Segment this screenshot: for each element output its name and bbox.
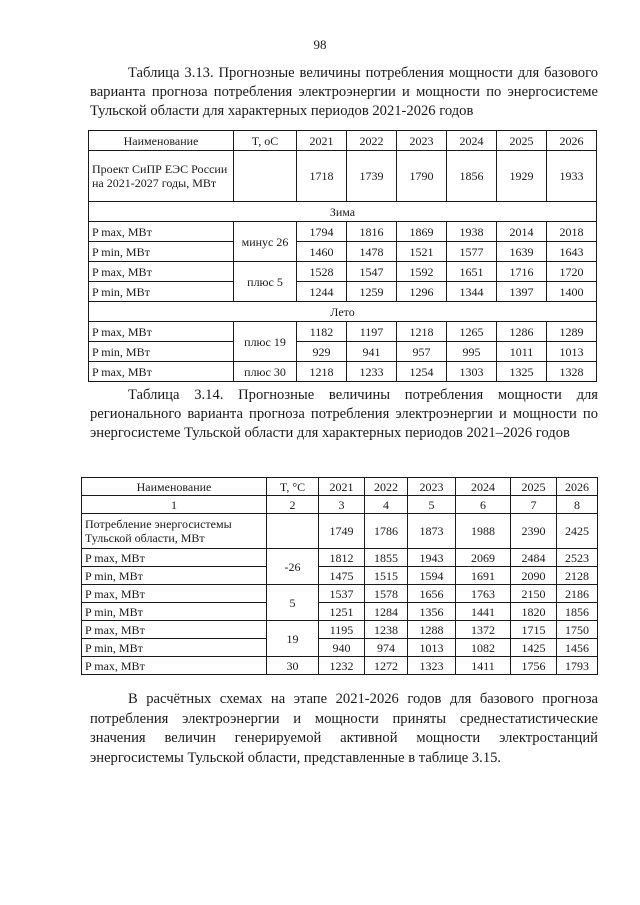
value-cell: 1195 (319, 621, 365, 639)
value-cell: 1284 (365, 603, 408, 621)
value-cell: 1197 (347, 322, 397, 342)
value-cell: 2390 (511, 514, 557, 549)
value-cell: 1869 (397, 222, 447, 242)
page-number: 98 (313, 37, 327, 52)
column-number: 3 (319, 496, 365, 514)
temp-cell: -26 (267, 549, 319, 585)
row-name: P min, МВт (82, 603, 267, 621)
value-cell: 1577 (447, 242, 497, 262)
value-cell: 1938 (447, 222, 497, 242)
section-row (89, 302, 597, 322)
table-header-row (82, 478, 598, 496)
value-cell: 2014 (497, 222, 547, 242)
value-cell: 1456 (557, 639, 598, 657)
value-cell: 1218 (397, 322, 447, 342)
value-cell: 1288 (408, 621, 456, 639)
table-row (89, 342, 597, 362)
row-name: Проект СиПР ЕЭС России на 2021-2027 годы, МВт (89, 151, 234, 202)
table-row (82, 567, 598, 585)
section-winter: Зима (89, 202, 597, 222)
row-name: P max, МВт (89, 322, 234, 342)
value-cell: 1265 (447, 322, 497, 342)
value-cell: 1794 (297, 222, 347, 242)
value-cell: 1232 (319, 657, 365, 675)
table-3-13-caption-text: Таблица 3.13. Прогнозные величины потребления мощности для базового варианта прогноза потребления электроэнергии и мощности по энергосистеме Тульской области для характерных периодов 2021-2026 годов (90, 65, 598, 119)
value-cell: 1296 (397, 282, 447, 302)
value-cell: 2425 (557, 514, 598, 549)
value-cell: 1537 (319, 585, 365, 603)
row-name: P max, МВт (82, 657, 267, 675)
header-cell: 2026 (557, 478, 598, 496)
header-cell: 2024 (456, 478, 511, 496)
table-row (89, 282, 597, 302)
row-name: P max, МВт (82, 585, 267, 603)
value-cell: 1715 (511, 621, 557, 639)
value-cell: 2186 (557, 585, 598, 603)
header-cell: Наименование (89, 131, 234, 151)
table-row (82, 657, 598, 675)
row-name: P max, МВт (82, 621, 267, 639)
value-cell: 1515 (365, 567, 408, 585)
header-cell: 2026 (547, 131, 597, 151)
temp-cell: 19 (267, 621, 319, 657)
value-cell: 1475 (319, 567, 365, 585)
value-cell: 1739 (347, 151, 397, 202)
value-cell: 1856 (447, 151, 497, 202)
header-cell: Наименование (82, 478, 267, 496)
value-cell: 1254 (397, 362, 447, 382)
value-cell: 995 (447, 342, 497, 362)
table-row (82, 621, 598, 639)
table-3-13-caption (90, 64, 598, 121)
table-3-14 (81, 477, 598, 675)
body-paragraph (90, 690, 598, 768)
value-cell: 1988 (456, 514, 511, 549)
header-cell: 2021 (297, 131, 347, 151)
column-number: 5 (408, 496, 456, 514)
value-cell: 2523 (557, 549, 598, 567)
value-cell: 1793 (557, 657, 598, 675)
value-cell: 1286 (497, 322, 547, 342)
value-cell: 1218 (297, 362, 347, 382)
value-cell: 1372 (456, 621, 511, 639)
column-number: 6 (456, 496, 511, 514)
value-cell: 1425 (511, 639, 557, 657)
value-cell: 1441 (456, 603, 511, 621)
value-cell: 1521 (397, 242, 447, 262)
value-cell: 1790 (397, 151, 447, 202)
temp-cell: плюс 30 (234, 362, 297, 382)
header-cell: 2022 (347, 131, 397, 151)
row-name: P max, МВт (89, 262, 234, 282)
value-cell: 1929 (497, 151, 547, 202)
header-cell: T, оС (234, 131, 297, 151)
row-name: Потребление энергосистемы Тульской области, МВт (82, 514, 267, 549)
table-row (82, 585, 598, 603)
table-row (82, 639, 598, 657)
value-cell: 2128 (557, 567, 598, 585)
header-cell: T, °С (267, 478, 319, 496)
value-cell: 1816 (347, 222, 397, 242)
header-cell: 2024 (447, 131, 497, 151)
value-cell: 1182 (297, 322, 347, 342)
value-cell: 1259 (347, 282, 397, 302)
value-cell: 929 (297, 342, 347, 362)
value-cell: 2484 (511, 549, 557, 567)
value-cell: 1013 (547, 342, 597, 362)
column-number: 8 (557, 496, 598, 514)
value-cell: 1786 (365, 514, 408, 549)
value-cell: 1328 (547, 362, 597, 382)
value-cell: 1756 (511, 657, 557, 675)
row-name: P max, МВт (89, 362, 234, 382)
value-cell: 1592 (397, 262, 447, 282)
header-cell: 2021 (319, 478, 365, 496)
value-cell: 1244 (297, 282, 347, 302)
row-name: P max, МВт (82, 549, 267, 567)
header-cell: 2025 (497, 131, 547, 151)
value-cell: 1820 (511, 603, 557, 621)
table-header-row (89, 131, 597, 151)
value-cell: 1011 (497, 342, 547, 362)
temp-cell: 5 (267, 585, 319, 621)
row-name: P min, МВт (89, 342, 234, 362)
value-cell: 2018 (547, 222, 597, 242)
table-row (89, 322, 597, 342)
value-cell: 1411 (456, 657, 511, 675)
column-number: 4 (365, 496, 408, 514)
value-cell: 1356 (408, 603, 456, 621)
value-cell: 1303 (447, 362, 497, 382)
value-cell: 1643 (547, 242, 597, 262)
row-name: P min, МВт (82, 639, 267, 657)
row-name: P min, МВт (82, 567, 267, 585)
value-cell: 1594 (408, 567, 456, 585)
table-row (82, 549, 598, 567)
header-cell: 2023 (397, 131, 447, 151)
value-cell: 957 (397, 342, 447, 362)
table-3-14-caption (90, 386, 598, 443)
value-cell: 1873 (408, 514, 456, 549)
value-cell: 1720 (547, 262, 597, 282)
temp-cell (234, 151, 297, 202)
temp-cell: плюс 19 (234, 322, 297, 362)
table-row (89, 151, 597, 202)
value-cell: 1082 (456, 639, 511, 657)
value-cell: 1478 (347, 242, 397, 262)
value-cell: 1749 (319, 514, 365, 549)
row-name: P min, МВт (89, 242, 234, 262)
value-cell: 1460 (297, 242, 347, 262)
value-cell: 1528 (297, 262, 347, 282)
header-cell: 2023 (408, 478, 456, 496)
temp-cell (267, 514, 319, 549)
value-cell: 1013 (408, 639, 456, 657)
table-row (89, 362, 597, 382)
value-cell: 1763 (456, 585, 511, 603)
column-number: 7 (511, 496, 557, 514)
value-cell: 1344 (447, 282, 497, 302)
temp-cell: минус 26 (234, 222, 297, 262)
value-cell: 1325 (497, 362, 547, 382)
value-cell: 1656 (408, 585, 456, 603)
table-row (89, 262, 597, 282)
value-cell: 1691 (456, 567, 511, 585)
header-cell: 2022 (365, 478, 408, 496)
body-paragraph-text: В расчётных схемах на этапе 2021-2026 годов для базового прогноза потребления электроэнергии и мощности приняты среднестатистические значения величин генерируемой активной мощности электростанций энергосистемы Тульской области, представленные в таблице 3.15. (90, 691, 598, 766)
table-3-13 (88, 130, 597, 382)
section-row (89, 202, 597, 222)
value-cell: 1400 (547, 282, 597, 302)
value-cell: 1856 (557, 603, 598, 621)
column-number-row (82, 496, 598, 514)
temp-cell: 30 (267, 657, 319, 675)
value-cell: 1272 (365, 657, 408, 675)
row-name: P max, МВт (89, 222, 234, 242)
value-cell: 1397 (497, 282, 547, 302)
column-number: 2 (267, 496, 319, 514)
value-cell: 940 (319, 639, 365, 657)
value-cell: 1716 (497, 262, 547, 282)
header-cell: 2025 (511, 478, 557, 496)
value-cell: 2150 (511, 585, 557, 603)
value-cell: 1651 (447, 262, 497, 282)
value-cell: 1547 (347, 262, 397, 282)
value-cell: 974 (365, 639, 408, 657)
section-summer: Лето (89, 302, 597, 322)
row-name: P min, МВт (89, 282, 234, 302)
value-cell: 941 (347, 342, 397, 362)
value-cell: 1251 (319, 603, 365, 621)
table-row (82, 514, 598, 549)
table-row (82, 603, 598, 621)
column-number: 1 (82, 496, 267, 514)
table-row (89, 222, 597, 242)
value-cell: 1855 (365, 549, 408, 567)
value-cell: 1323 (408, 657, 456, 675)
value-cell: 1233 (347, 362, 397, 382)
table-3-14-caption-text: Таблица 3.14. Прогнозные величины потребления мощности для регионального варианта прогноза потребления электроэнергии и мощности по энергосистеме Тульской области для характерных периодов 2021–2026 годов (90, 387, 598, 441)
value-cell: 1639 (497, 242, 547, 262)
value-cell: 2090 (511, 567, 557, 585)
value-cell: 1289 (547, 322, 597, 342)
value-cell: 1933 (547, 151, 597, 202)
value-cell: 1750 (557, 621, 598, 639)
value-cell: 1812 (319, 549, 365, 567)
value-cell: 2069 (456, 549, 511, 567)
table-row (89, 242, 597, 262)
value-cell: 1238 (365, 621, 408, 639)
temp-cell: плюс 5 (234, 262, 297, 302)
value-cell: 1943 (408, 549, 456, 567)
value-cell: 1718 (297, 151, 347, 202)
value-cell: 1578 (365, 585, 408, 603)
